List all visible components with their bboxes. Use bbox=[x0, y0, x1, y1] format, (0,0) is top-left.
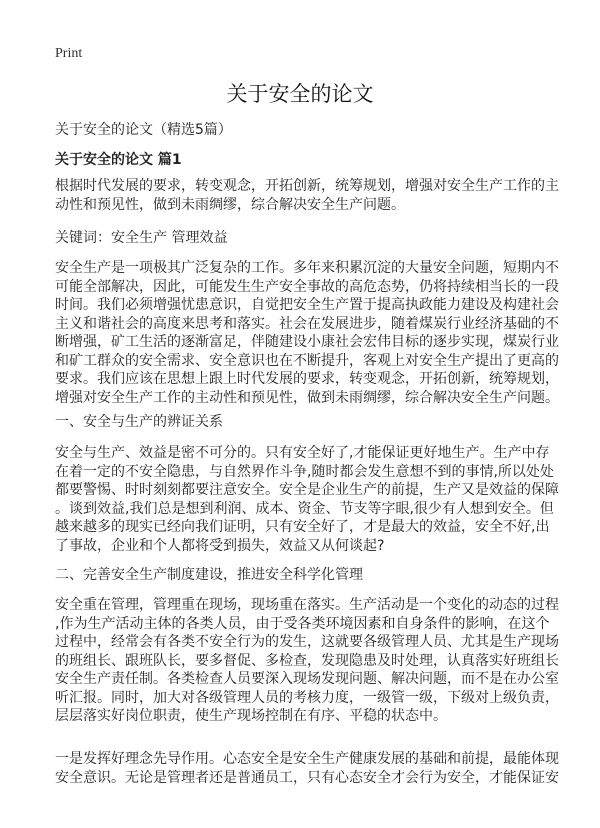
text-line: 安全生产责任制。各类检查人员要深入现场发现问题、解决问题，而不是在办公室 bbox=[55, 671, 559, 687]
text-line: 关键词：安全生产 管理效益 bbox=[55, 230, 228, 246]
text-line: 一、安全与生产的辨证关系 bbox=[55, 414, 223, 430]
text-line: 安全与生产、效益是密不可分的。只有安全好了,才能保证更好地生产。生产中存 bbox=[55, 445, 550, 461]
text-line: 听汇报。同时，加大对各级管理人员的考核力度，一级管一级，下级对上级负责， bbox=[55, 689, 559, 706]
text-line: 在着一定的不安全隐患，与自然界作斗争,随时都会发生意想不到的事情,所以处处 bbox=[55, 463, 554, 480]
text-line: 了事故，企业和个人都将受到损失，效益又从何谈起? bbox=[55, 537, 385, 554]
keywords bbox=[55, 229, 227, 248]
text-line: 过程中，经常会有各类不安全行为的发生，这就要各级管理人员、尤其是生产现场 bbox=[55, 634, 559, 650]
text-line: 一是发挥好理念先导作用。心态安全是安全生产健康发展的基础和前提，最能体现 bbox=[55, 751, 559, 767]
text-line: 安全意识。无论是管理者还是普通员工，只有心态安全才会行为安全，才能保证安 bbox=[55, 769, 559, 786]
subheading-2 bbox=[55, 566, 363, 585]
section-heading: 关于安全的论文 篇1 bbox=[55, 152, 182, 168]
paragraph-section-1 bbox=[55, 444, 559, 555]
paragraph-section-2 bbox=[55, 596, 559, 726]
subtitle: 关于安全的论文（精选5篇） bbox=[55, 122, 232, 138]
text-line: 安全重在管理，管理重在现场，现场重在落实。生产活动是一个变化的动态的过程 bbox=[55, 597, 559, 613]
text-line: 的班组长、跟班队长，要多督促、多检查，发现隐患及时处理，认真落实好班组长 bbox=[55, 652, 559, 669]
text-line: 断增强，矿工生活的逐渐富足，伴随建设小康社会宏伟目标的逐步实现，煤炭行业 bbox=[55, 334, 559, 350]
paragraph-intro bbox=[55, 259, 559, 407]
subheading-1 bbox=[55, 413, 223, 432]
text-line: 和矿工群众的安全需求、安全意识也在不断提升，客观上对安全生产提出了更高的 bbox=[55, 352, 559, 369]
paragraph-point-1 bbox=[55, 750, 559, 787]
text-line: 主义和谐社会的高度来思考和落实。社会在发展进步，随着煤炭行业经济基础的不 bbox=[55, 315, 559, 332]
text-line: 。谈到效益,我们总是想到利润、成本、资金、节支等字眼,很少有人想到安全。但 bbox=[55, 500, 554, 517]
text-line: 安全生产是一项极其广泛复杂的工作。多年来积累沉淀的大量安全问题，短期内不 bbox=[55, 260, 559, 276]
text-line: 增强对安全生产工作的主动性和预见性，做到未雨绸缪，综合解决安全生产问题。 bbox=[55, 389, 559, 406]
text-line: 动性和预见性，做到未雨绸缪，综合解决安全生产问题。 bbox=[55, 196, 405, 213]
text-line: 越来越多的现实已经向我们证明，只有安全好了，才是最大的效益，安全不好,出 bbox=[55, 519, 550, 535]
paragraph-abstract bbox=[55, 177, 559, 214]
text-line: ,作为生产活动主体的各类人员，由于受各类环境因素和自身条件的影响，在这个 bbox=[55, 615, 550, 632]
text-line: 时间。我们必须增强忧患意识，自觉把安全生产置于提高执政能力建设及构建社会 bbox=[55, 297, 559, 313]
text-line: 可能全部解决，因此，可能发生生产安全事故的高危态势，仍将持续相当长的一段 bbox=[55, 278, 559, 295]
text-line: 都要警惕、时时刻刻都要注意安全。安全是企业生产的前提，生产又是效益的保障 bbox=[55, 482, 559, 498]
text-line: 层层落实好岗位职责，使生产现场控制在有序、平稳的状态中。 bbox=[55, 708, 447, 724]
text-line: 根据时代发展的要求，转变观念，开拓创新，统筹规划，增强对安全生产工作的主 bbox=[55, 178, 559, 194]
page-title: 关于安全的论文 bbox=[226, 82, 374, 106]
print-link[interactable]: Print bbox=[55, 46, 83, 61]
text-line: 二、完善安全生产制度建设，推进安全科学化管理 bbox=[55, 567, 363, 583]
text-line: 要求。我们应该在思想上跟上时代发展的要求，转变观念，开拓创新，统筹规划， bbox=[55, 371, 559, 387]
